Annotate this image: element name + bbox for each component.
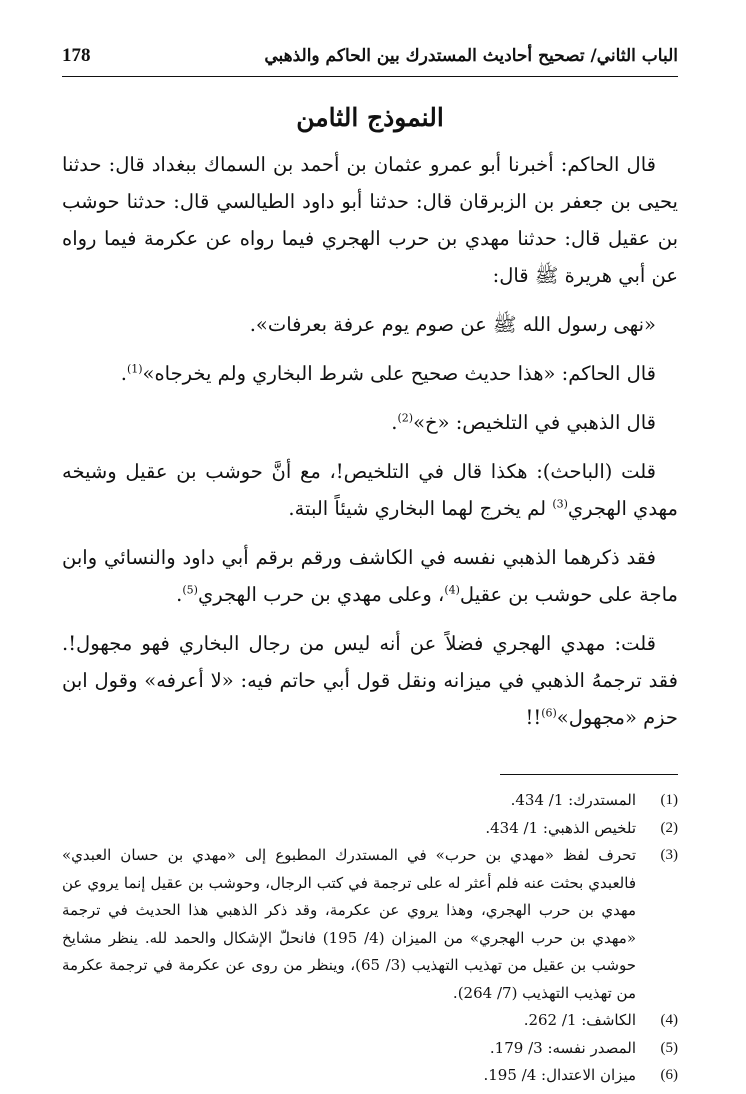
footnote-ref-6[interactable]: (6) <box>541 706 557 720</box>
section-title: النموذج الثامن <box>296 103 444 132</box>
footnote-ref-1[interactable]: (1) <box>126 362 143 376</box>
footnote-number: (6) <box>660 1067 678 1083</box>
isnad-text: قال الحاكم: أخبرنا أبو عمرو عثمان بن أحمد بن السماك ببغداد قال: حدثنا يحيى بن جعفر بن الزبرقان قال: حدثنا أبو داود الطيالسي قال: حدثنا حوشب بن عقيل قال: حدثنا مهدي بن حرب الهجري فيما رواه عن عكرمة فيما رواه عن أبي هريرة ﷺ قال: <box>62 153 678 287</box>
mahdi-text-1: قلت: مهدي الهجري فضلاً عن أنه ليس من رجال البخاري فهو مجهول!. فقد ترجمهُ الذهبي في ميزانه ونقل قول أبي حاتم فيه: «لا أعرفه» وقول ابن حزم «مجهول» <box>62 632 678 729</box>
dhahabi-verdict: قال الذهبي في التلخيص: «خ»$^{(2)}$. <box>391 411 656 434</box>
footnote-number: (5) <box>660 1039 678 1056</box>
researcher-text-2: لم يخرج لهما البخاري شيئاً البتة. <box>288 497 553 520</box>
footnote-2 <box>62 815 678 843</box>
footnote-text: المصدر نفسه: 3/ 179. <box>489 1038 636 1057</box>
researcher-note <box>62 453 678 527</box>
running-title: الباب الثاني/ تصحيح أحاديث المستدرك بين الحاكم والذهبي <box>264 46 678 66</box>
matn-paragraph <box>62 306 678 343</box>
hakim-verdict: قال الحاكم: «هذا حديث صحيح على شرط البخاري ولم يخرجاه»$^{(1)}$. <box>120 362 656 385</box>
footnote-ref-2[interactable]: (2) <box>397 411 414 425</box>
kashif-paragraph <box>62 539 678 613</box>
footnote-3 <box>62 842 678 1007</box>
kashif-text-1: فقد ذكرهما الذهبي نفسه في الكاشف ورقم برقم أبي داود والنسائي وابن ماجة على حوشب بن عقيل <box>62 546 678 606</box>
footnote-number: (3) <box>660 847 678 863</box>
mahdi-text-2: !! <box>525 706 542 729</box>
footnote-ref-4[interactable]: (4) <box>444 583 460 597</box>
running-header <box>62 40 678 77</box>
footnote-text: تلخيص الذهبي: 1/ 434. <box>485 818 636 837</box>
hakim-text: قال الحاكم: «هذا حديث صحيح على شرط البخاري ولم يخرجاه» <box>142 362 656 385</box>
footnote-number: (1) <box>660 792 678 808</box>
footnote-text: المستدرك: 1/ 434. <box>510 791 636 809</box>
page-number: 178 <box>62 45 91 66</box>
footnote-text: تحرف لفظ «مهدي بن حرب» في المستدرك المطبوع إلى «مهدي بن حسان العبدي» فالعبدي بحثت عنه فلم أعثر له على ترجمة في كتب الرجال، وحوشب بن عقيل إنما يروي عن مهدي بن حرب الهجري، وهذا يروي عن عكرمة، وقد ذكر الذهبي هذا الحديث في ترجمة «مهدي بن حرب الهجري» من الميزان (4/ 195) فانحلّ الإشكال والحمد لله. ينظر مشايخ حوشب بن عقيل من تهذيب التهذيب (3/ 65)، وينظر من روى عن عكرمة في ترجمة عكرمة من تهذيب التهذيب (7/ 264). <box>62 846 636 1002</box>
footnote-4 <box>62 1007 678 1035</box>
kashif-text-3: . <box>176 583 183 606</box>
book-page <box>62 40 678 1084</box>
researcher-text-1: قلت (الباحث): هكذا قال في التلخيص!، مع أنَّ حوشب بن عقيل وشيخه مهدي الهجري <box>62 460 678 520</box>
mahdi-paragraph <box>62 625 678 736</box>
footnote-text: الكاشف: 1/ 262. <box>523 1011 636 1029</box>
kashif-text-2: ، وعلى مهدي بن حرب الهجري <box>197 583 445 606</box>
footnote-ref-5[interactable]: (5) <box>182 583 198 597</box>
footnote-number: (4) <box>660 1012 678 1028</box>
footnote-number: (2) <box>660 819 678 836</box>
footnote-1 <box>62 787 678 815</box>
footnote-separator <box>500 774 678 775</box>
footnotes <box>62 787 678 1090</box>
matn-text: «نهى رسول الله ﷺ عن صوم يوم عرفة بعرفات». <box>249 313 656 336</box>
dhahabi-text: قال الذهبي في التلخيص: «خ» <box>413 411 656 434</box>
isnad-paragraph <box>62 146 678 294</box>
footnote-6 <box>62 1062 678 1090</box>
footnote-5 <box>62 1035 678 1063</box>
footnote-text: ميزان الاعتدال: 4/ 195. <box>483 1066 636 1084</box>
footnote-ref-3[interactable]: (3) <box>552 497 568 511</box>
